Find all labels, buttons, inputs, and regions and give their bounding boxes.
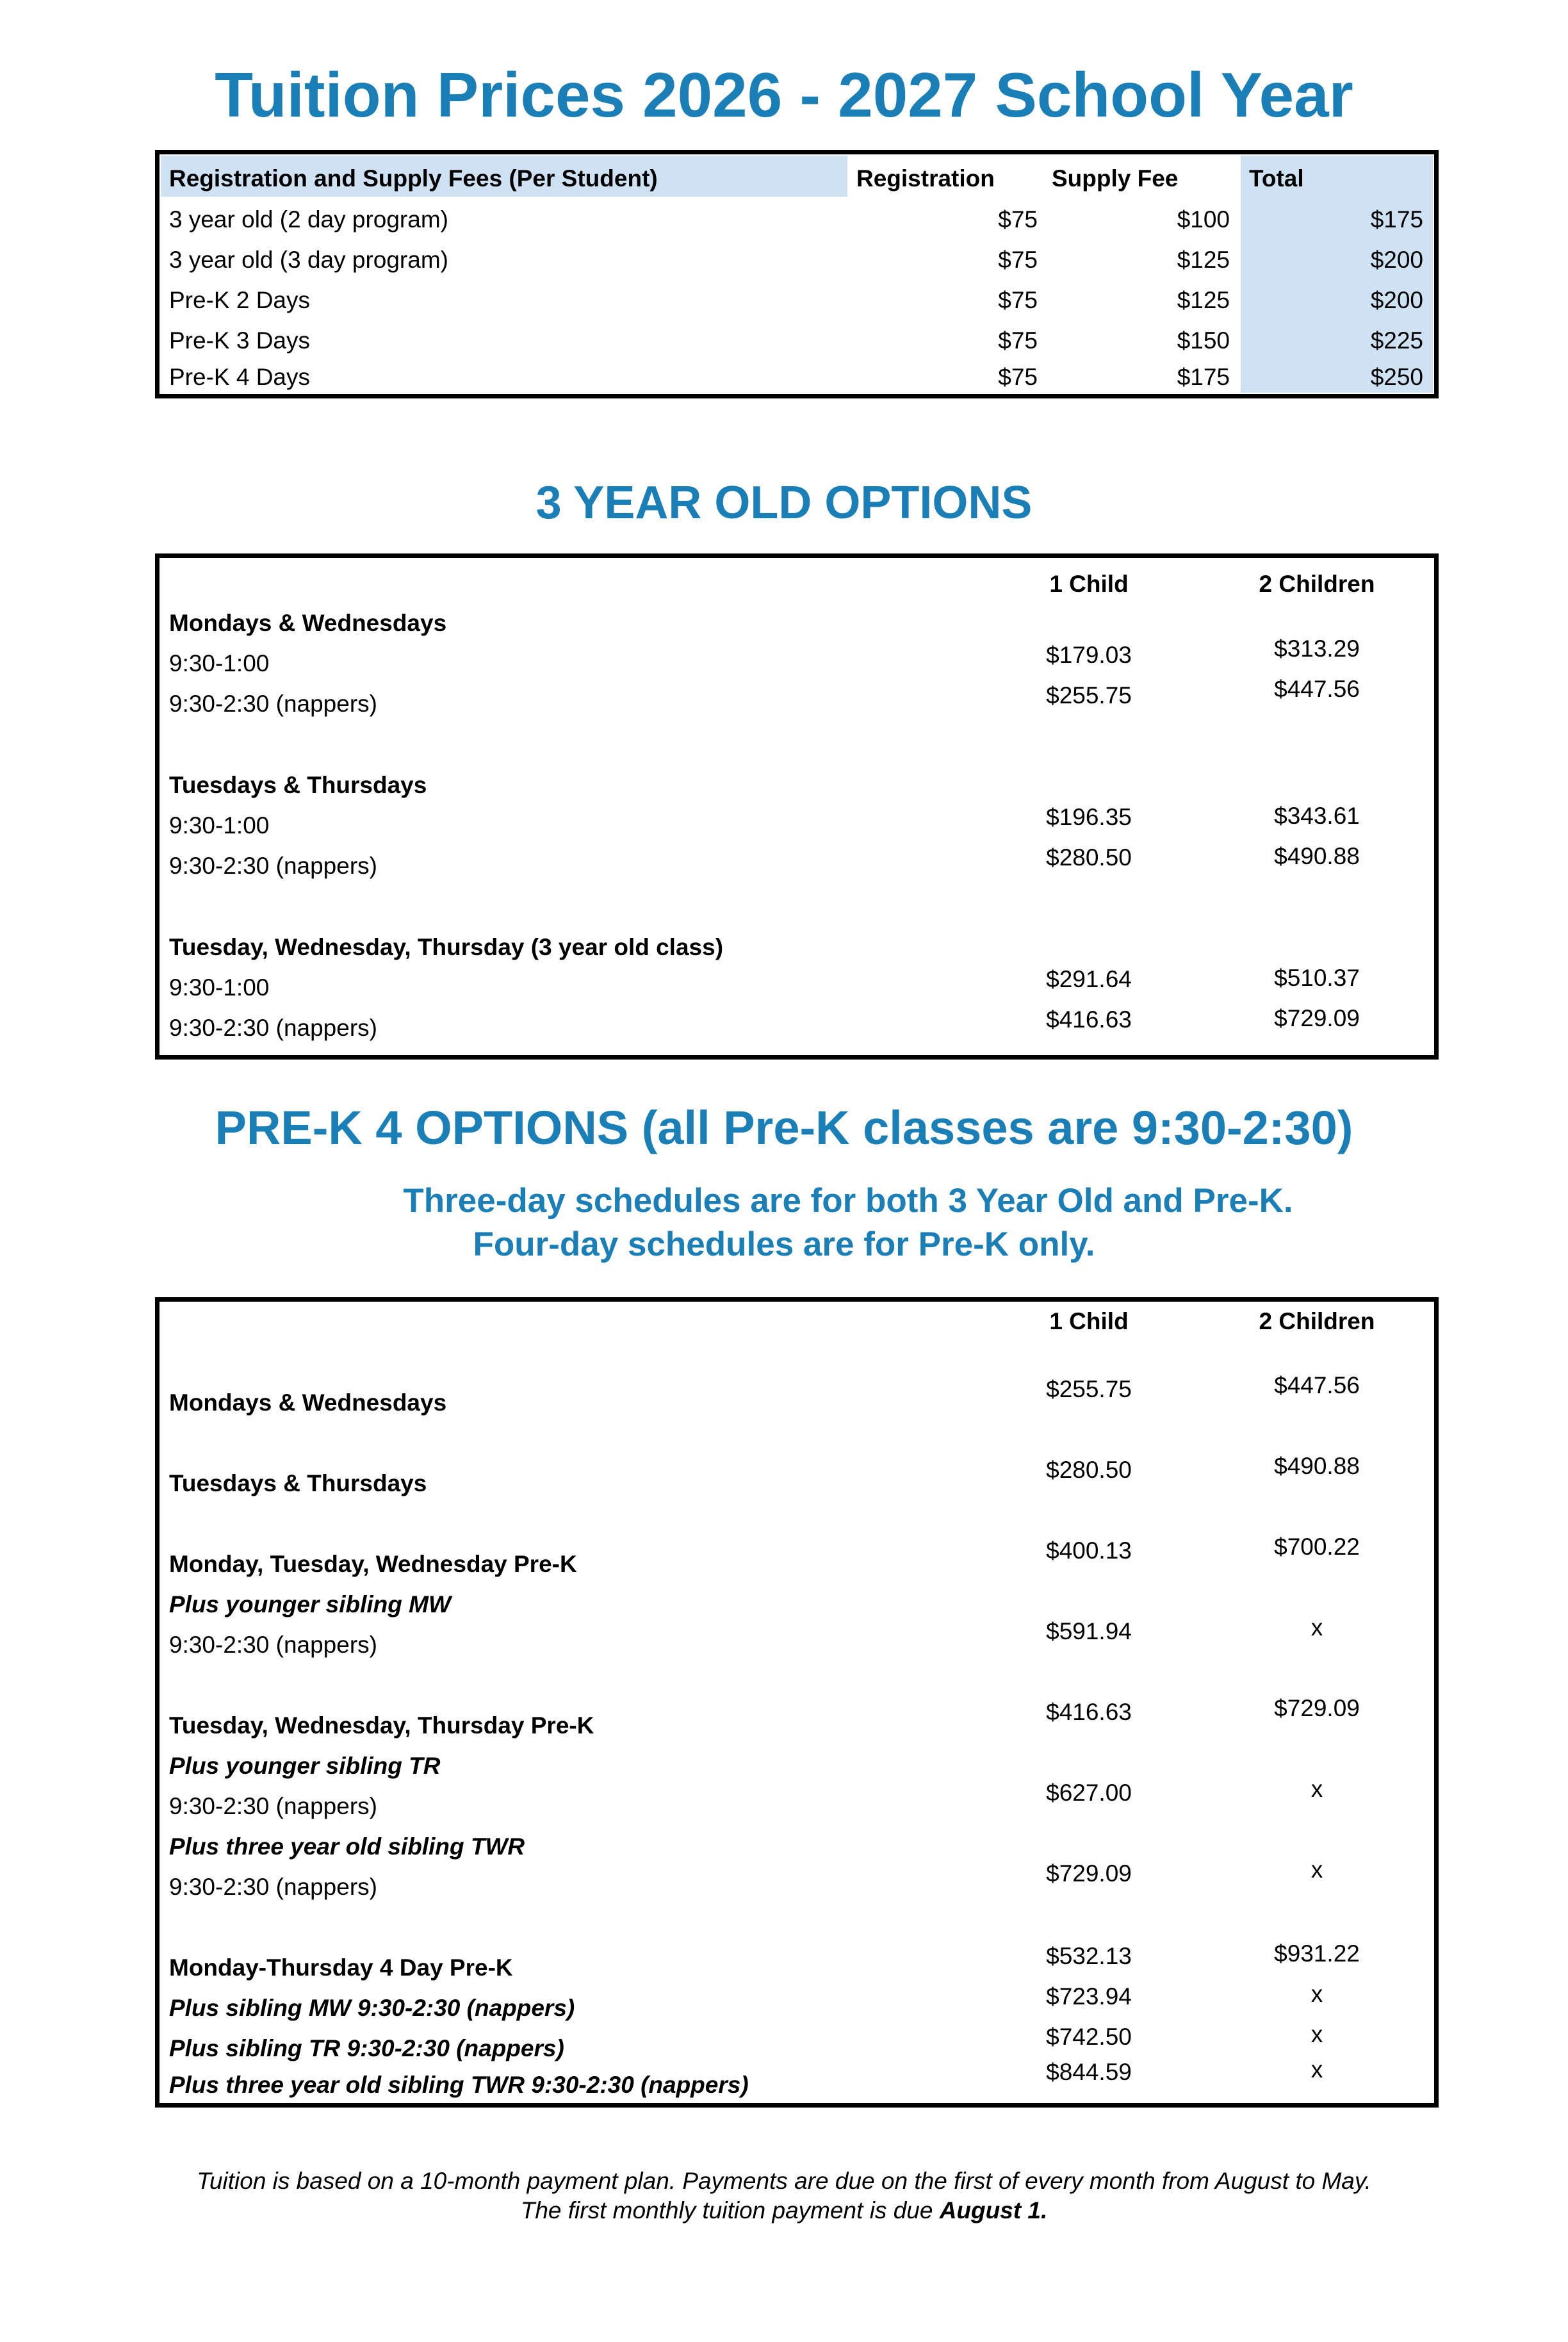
fees-row-total: $225 [1370, 327, 1423, 354]
prek-price-2-children: x [1311, 1856, 1323, 1883]
prek-price-1-child: $532.13 [1046, 1943, 1132, 1969]
prek-price-1-child: $627.00 [1046, 1780, 1132, 1806]
prek-price-2-children: $729.09 [1274, 1695, 1360, 1721]
fees-header-label: Registration and Supply Fees (Per Student) [169, 165, 658, 192]
fees-row-supply: $125 [1177, 247, 1230, 273]
prek-price-2-children: x [1311, 1614, 1323, 1641]
three-year-time: 9:30-1:00 [169, 974, 270, 1001]
three-year-price-1-child: $280.50 [1046, 844, 1132, 871]
fees-row-registration: $75 [998, 247, 1038, 273]
fees-row-supply: $125 [1177, 287, 1230, 313]
prek-price-1-child: $729.09 [1046, 1860, 1132, 1887]
fees-header-registration: Registration [856, 165, 995, 192]
prek-price-1-child: $742.50 [1046, 2024, 1132, 2050]
prek-price-1-child: $280.50 [1046, 1457, 1132, 1483]
prek-sibling-label: Plus sibling TR 9:30-2:30 (nappers) [169, 2035, 564, 2061]
fees-row-total: $200 [1370, 247, 1423, 273]
three-year-heading: 3 YEAR OLD OPTIONS [535, 477, 1033, 528]
three-year-price-1-child: $196.35 [1046, 804, 1132, 830]
fees-row-total: $250 [1370, 364, 1423, 390]
fees-row-supply: $150 [1177, 327, 1230, 354]
three-year-group-title: Tuesdays & Thursdays [169, 772, 427, 798]
fees-row-registration: $75 [998, 364, 1038, 390]
fees-row-label: Pre-K 3 Days [169, 327, 311, 354]
three-year-time: 9:30-1:00 [169, 812, 270, 839]
fees-row-registration: $75 [998, 287, 1038, 313]
three-year-price-2-children: $313.29 [1274, 635, 1360, 662]
prek-sibling-time: 9:30-2:30 (nappers) [169, 1632, 377, 1658]
fees-row-label: 3 year old (2 day program) [169, 206, 448, 233]
prek-price-1-child: $723.94 [1046, 1983, 1132, 2010]
prek-option-label: Monday, Tuesday, Wednesday Pre-K [169, 1551, 577, 1577]
prek-price-2-children: x [1311, 1981, 1323, 2007]
prek-price-2-children: x [1311, 1776, 1323, 1802]
three-year-time: 9:30-2:30 (nappers) [169, 1015, 377, 1041]
prek-price-2-children: x [1311, 2056, 1323, 2083]
prek-price-2-children: $447.56 [1274, 1372, 1360, 1398]
prek-sibling-label: Plus three year old sibling TWR [169, 1833, 525, 1860]
prek-col-1-child: 1 Child [1049, 1308, 1129, 1334]
footer-note-prefix: The first monthly tuition payment is due [520, 2197, 940, 2223]
three-year-col-1-child: 1 Child [1049, 571, 1129, 597]
footer-note-due-date: August 1. [939, 2197, 1048, 2223]
three-year-price-2-children: $729.09 [1274, 1005, 1360, 1031]
prek-price-2-children: x [1311, 2021, 1323, 2047]
three-year-time: 9:30-2:30 (nappers) [169, 691, 377, 717]
three-year-price-2-children: $447.56 [1274, 676, 1360, 702]
prek-price-1-child: $255.75 [1046, 1376, 1132, 1402]
prek-sibling-label: Plus sibling MW 9:30-2:30 (nappers) [169, 1995, 575, 2021]
prek-price-1-child: $844.59 [1046, 2059, 1132, 2085]
three-year-col-2-children: 2 Children [1259, 571, 1375, 597]
prek-subheading-2: Four-day schedules are for Pre-K only. [473, 1225, 1095, 1263]
fees-row-registration: $75 [998, 206, 1038, 233]
fees-row-registration: $75 [998, 327, 1038, 354]
prek-price-1-child: $591.94 [1046, 1618, 1132, 1644]
prek-price-2-children: $700.22 [1274, 1534, 1360, 1560]
prek-sibling-time: 9:30-2:30 (nappers) [169, 1874, 377, 1900]
prek-sibling-label: Plus three year old sibling TWR 9:30-2:30 (nappers) [169, 2072, 749, 2098]
fees-row-supply: $175 [1177, 364, 1230, 390]
prek-subheading-1: Three-day schedules are for both 3 Year Old and Pre-K. [403, 1182, 1293, 1220]
three-year-time: 9:30-2:30 (nappers) [169, 853, 377, 879]
fees-header-total: Total [1249, 165, 1304, 192]
fees-row-total: $200 [1370, 287, 1423, 313]
prek-option-label: Tuesday, Wednesday, Thursday Pre-K [169, 1712, 594, 1739]
fees-row-label: Pre-K 2 Days [169, 287, 311, 313]
prek-option-label: Monday-Thursday 4 Day Pre-K [169, 1954, 513, 1981]
prek-col-2-children: 2 Children [1259, 1308, 1375, 1334]
prek-price-2-children: $931.22 [1274, 1940, 1360, 1967]
three-year-price-1-child: $179.03 [1046, 642, 1132, 668]
fees-row-total: $175 [1370, 206, 1423, 233]
three-year-time: 9:30-1:00 [169, 650, 270, 676]
fees-header-supply: Supply Fee [1052, 165, 1179, 192]
prek-price-1-child: $416.63 [1046, 1699, 1132, 1725]
three-year-price-2-children: $490.88 [1274, 843, 1360, 869]
three-year-group-title: Tuesday, Wednesday, Thursday (3 year old class) [169, 934, 724, 960]
three-year-price-1-child: $291.64 [1046, 966, 1132, 992]
fees-row-label: Pre-K 4 Days [169, 364, 311, 390]
prek-option-label: Mondays & Wednesdays [169, 1389, 447, 1416]
three-year-price-2-children: $343.61 [1274, 803, 1360, 829]
three-year-price-1-child: $416.63 [1046, 1006, 1132, 1033]
three-year-group-title: Mondays & Wednesdays [169, 610, 447, 636]
fees-row-supply: $100 [1177, 206, 1230, 233]
prek-option-label: Tuesdays & Thursdays [169, 1470, 427, 1496]
prek-heading: PRE-K 4 OPTIONS (all Pre-K classes are 9:30-2:30) [215, 1101, 1353, 1154]
page-title: Tuition Prices 2026 - 2027 School Year [215, 60, 1353, 130]
prek-sibling-label: Plus younger sibling TR [169, 1753, 441, 1779]
prek-sibling-time: 9:30-2:30 (nappers) [169, 1793, 377, 1819]
footer-note-line-2 [0, 2197, 1568, 2224]
prek-price-1-child: $400.13 [1046, 1537, 1132, 1564]
fees-row-label: 3 year old (3 day program) [169, 247, 448, 273]
prek-price-2-children: $490.88 [1274, 1453, 1360, 1479]
three-year-price-1-child: $255.75 [1046, 682, 1132, 708]
three-year-price-2-children: $510.37 [1274, 965, 1360, 991]
footer-note-line-1: Tuition is based on a 10-month payment plan. Payments are due on the first of every month from August to May. [197, 2168, 1371, 2194]
prek-sibling-label: Plus younger sibling MW [169, 1591, 451, 1617]
